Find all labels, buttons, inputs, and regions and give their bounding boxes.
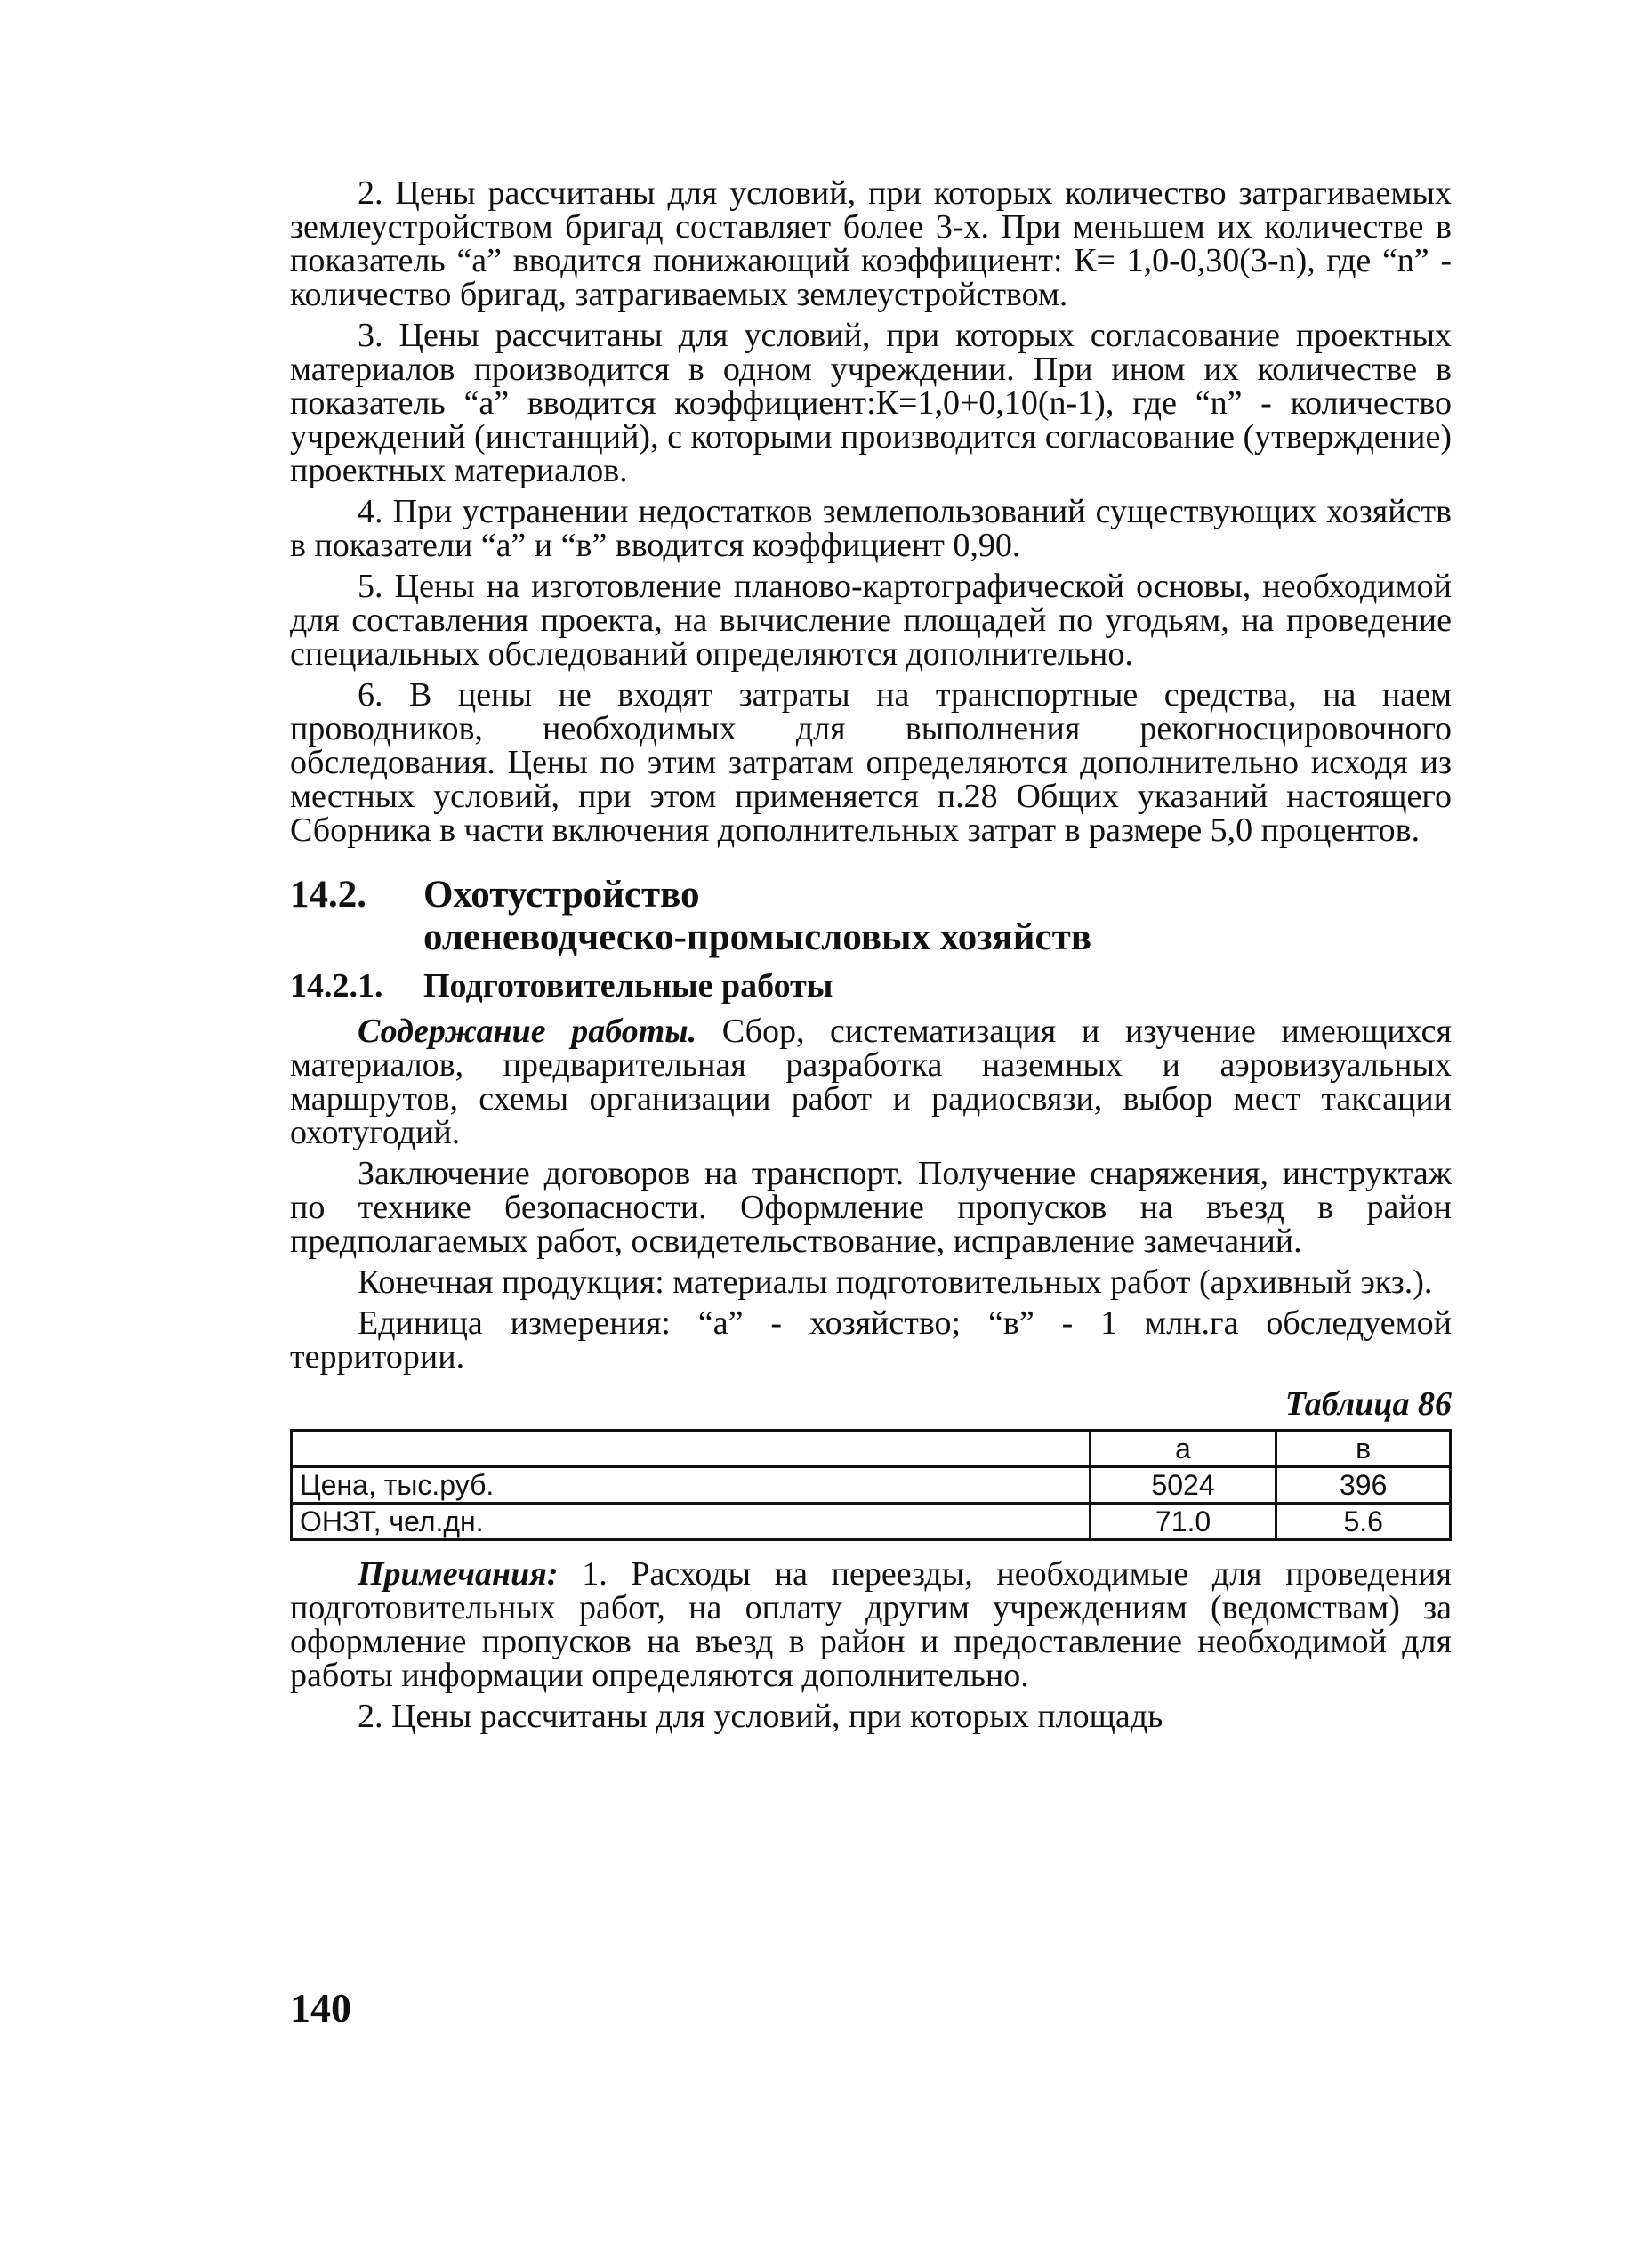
subsection-heading — [290, 965, 1452, 1007]
table-row — [292, 1467, 1451, 1504]
section-number: 14.2. — [290, 874, 366, 916]
table-header-cell — [292, 1431, 1091, 1467]
table-header-cell: а — [1090, 1431, 1276, 1467]
table-cell-label: Цена, тыс.руб. — [292, 1467, 1091, 1504]
work-content-text: Сбор, систематизация и изучение имеющихся материалов, предварительная разработка наземных и аэровизуальных маршрутов, схемы организации работ и радиосвязи, выбор мест таксации охотугодий. — [290, 1013, 1452, 1151]
paragraph-6: 6. В цены не входят затраты на транспортные средства, на наем проводников, необходимых для выполнения рекогносцировочного обследования. Цены по этим затратам определяются дополнительно исходя из местных условий, при этом применяется п.28 Общих указаний настоящего Сборника в части включения дополнительных затрат в размере 5,0 процентов. — [290, 676, 1452, 849]
section-title-line1: Охотустройство — [423, 874, 700, 916]
final-product-paragraph: Конечная продукция: материалы подготовительных работ (архивный экз.). — [358, 1263, 1433, 1301]
note-1-text: 1. Расходы на переезды, необходимые для проведения подготовительных работ, на оплату другим учреждениям (ведомствам) за оформление пропусков на въезд в район и предоставление необходимой для работы информации определяются дополнительно. — [290, 1555, 1452, 1694]
table-header-row — [292, 1431, 1451, 1467]
paragraph-3: 3. Цены рассчитаны для условий, при которых согласование проектных материалов производится в одном учреждении. При ином их количестве в показатель “а” вводится коэффициент:К=1,0+0,10(n-1), где “n” - количество учреждений (инстанций), с которыми производится согласование (утверждение) проектных материалов. — [290, 317, 1452, 489]
text-column — [290, 176, 1452, 1733]
paragraph-2: 2. Цены рассчитаны для условий, при которых количество затрагиваемых землеустройством бригад составляет более 3-х. При меньшем их количестве в показатель “а” вводится понижающий коэффициент: К= 1,0-0,30(3-n), где “n” - количество бригад, затрагиваемых землеустройством. — [290, 174, 1452, 313]
notes-paragraph-1 — [290, 1557, 1452, 1692]
table-cell-label: ОНЗТ, чел.дн. — [292, 1504, 1091, 1540]
table-cell-value: 5024 — [1090, 1467, 1276, 1504]
table-cell-value: 71.0 — [1090, 1504, 1276, 1540]
paragraph-5: 5. Цены на изготовление планово-картографической основы, необходимой для составления проекта, на вычисление площадей по угодьям, на проведение специальных обследований определяются дополнительно. — [290, 568, 1452, 673]
price-table — [290, 1429, 1452, 1541]
table-caption: Таблица 86 — [1284, 1385, 1452, 1423]
section-title-line2: оленеводческо-промысловых хозяйств — [423, 916, 1091, 958]
table-cell-value: 396 — [1276, 1467, 1451, 1504]
table-row — [292, 1504, 1451, 1540]
table-cell-value: 5.6 — [1276, 1504, 1451, 1540]
contracts-paragraph: Заключение договоров на транспорт. Получение снаряжения, инструктаж по технике безопасности. Оформление пропусков на въезд в район предполагаемых работ, освидетельствование, исправление замечаний. — [290, 1155, 1452, 1260]
unit-paragraph: Единица измерения: “а” - хозяйство; “в” - 1 млн.га обследуемой территории. — [290, 1304, 1452, 1376]
section-heading — [290, 874, 1452, 916]
subsection-number: 14.2.1. — [290, 967, 383, 1005]
page-number: 140 — [290, 1985, 351, 2030]
work-content-paragraph — [290, 1014, 1452, 1150]
subsection-title: Подготовительные работы — [423, 967, 833, 1005]
paragraph-4: 4. При устранении недостатков землепользований существующих хозяйств в показатели “а” и “в” вводится коэффициент 0,90. — [290, 493, 1452, 564]
notes-paragraph-2: 2. Цены рассчитаны для условий, при которых площадь — [358, 1698, 1163, 1735]
work-content-label: Содержание работы. — [358, 1013, 697, 1050]
notes-label: Примечания: — [358, 1555, 559, 1593]
table-header-cell: в — [1276, 1431, 1451, 1467]
